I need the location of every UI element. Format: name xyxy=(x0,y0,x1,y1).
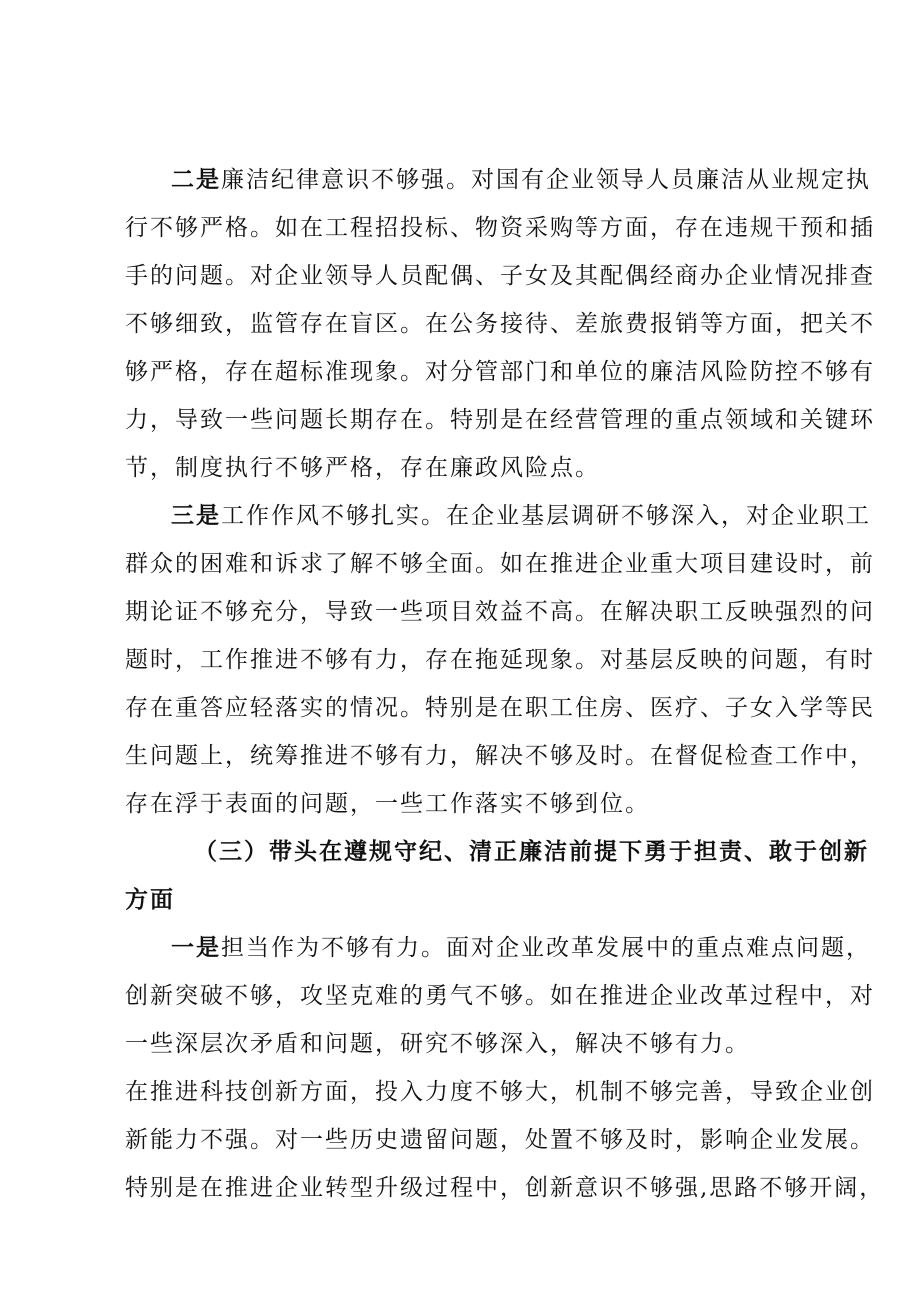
paragraph-2-line-5: 存在重答应轻落实的情况。特别是在职工住房、医疗、子女入学等民 xyxy=(125,695,875,721)
paragraph-2-text: 工作作风不够扎实。在企业基层调研不够深入，对企业职工 xyxy=(221,503,871,529)
paragraph-2-line-2: 群众的困难和诉求了解不够全面。如在推进企业重大项目建设时，前 xyxy=(125,551,875,577)
paragraph-3-text: 担当作为不够有力。面对企业改革发展中的重点难点问题， xyxy=(221,935,871,961)
paragraph-1-line-6: 力，导致一些问题长期存在。特别是在经营管理的重点领域和关键环 xyxy=(125,407,875,433)
paragraph-1-line-7: 节，制度执行不够严格，存在廉政风险点。 xyxy=(125,455,600,481)
paragraph-3-line-1 xyxy=(171,928,871,968)
paragraph-3-line-6: 特别是在推进企业转型升级过程中，创新意识不够强,思路不够开阔， xyxy=(125,1175,885,1201)
paragraph-2-line-6: 生问题上，统筹推进不够有力，解决不够及时。在督促检查工作中， xyxy=(125,743,875,769)
section-heading-line-1: （三）带头在遵规守纪、清正廉洁前提下勇于担责、敢于创新 xyxy=(194,839,869,865)
paragraph-1-line-1 xyxy=(171,160,871,200)
paragraph-2-line-1 xyxy=(171,496,871,536)
section-heading-line-2: 方面 xyxy=(125,887,175,913)
paragraph-3-line-3: 一些深层次矛盾和问题，研究不够深入，解决不够有力。 xyxy=(125,1031,750,1057)
paragraph-2-line-4: 题时，工作推进不够有力，存在拖延现象。对基层反映的问题，有时 xyxy=(125,647,875,673)
paragraph-2-line-3: 期论证不够充分，导致一些项目效益不高。在解决职工反映强烈的问 xyxy=(125,599,875,625)
paragraph-3-line-2: 创新突破不够，攻坚克难的勇气不够。如在推进企业改革过程中，对 xyxy=(125,983,875,1009)
paragraph-1-line-3: 手的问题。对企业领导人员配偶、子女及其配偶经商办企业情况排查 xyxy=(125,263,875,289)
paragraph-1-line-2: 行不够严格。如在工程招投标、物资采购等方面，存在违规干预和插 xyxy=(125,215,875,241)
paragraph-1-line-4: 不够细致，监管存在盲区。在公务接待、差旅费报销等方面，把关不 xyxy=(125,311,875,337)
paragraph-3-line-4: 在推进科技创新方面，投入力度不够大，机制不够完善，导致企业创 xyxy=(125,1079,875,1105)
paragraph-1-lead: 二是 xyxy=(171,167,221,193)
paragraph-2-lead: 三是 xyxy=(171,503,221,529)
paragraph-1-line-5: 够严格，存在超标准现象。对分管部门和单位的廉洁风险防控不够有 xyxy=(125,359,875,385)
paragraph-3-line-5: 新能力不强。对一些历史遗留问题，处置不够及时，影响企业发展。 xyxy=(125,1127,875,1153)
paragraph-2-line-7: 存在浮于表面的问题，一些工作落实不够到位。 xyxy=(125,791,650,817)
paragraph-3-lead: 一是 xyxy=(171,935,221,961)
paragraph-1-text: 廉洁纪律意识不够强。对国有企业领导人员廉洁从业规定执 xyxy=(221,167,871,193)
